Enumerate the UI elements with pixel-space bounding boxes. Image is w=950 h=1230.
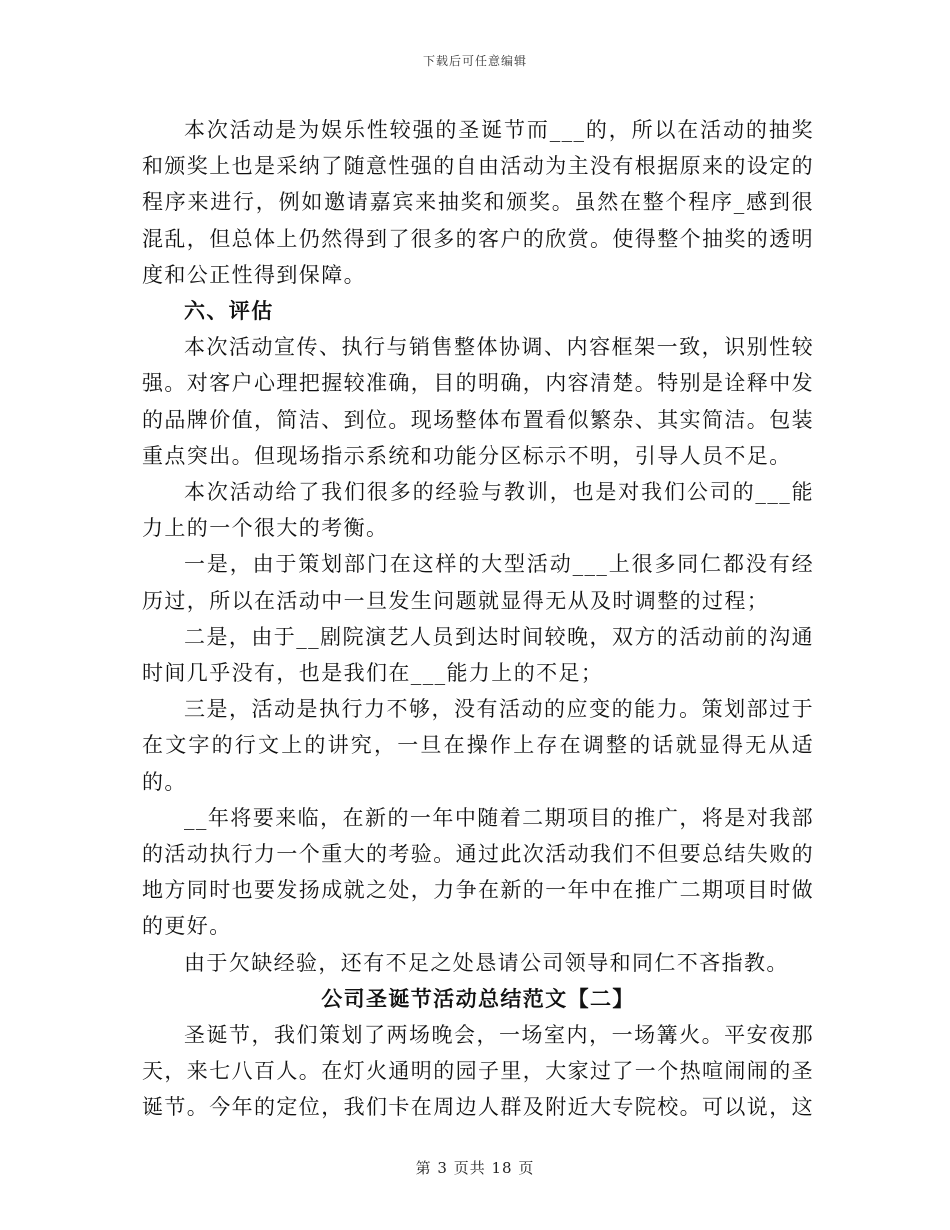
paragraph-point-two: 二是，由于__剧院演艺人员到达时间较晚，双方的活动前的沟通时间几乎没有，也是我们在___能力上的不足； [142,624,814,686]
paragraph-point-one: 一是，由于策划部门在这样的大型活动___上很多同仁都没有经历过，所以在活动中一旦发生问题就显得无从及时调整的过程； [142,552,814,613]
paragraph-evaluation: 本次活动宣传、执行与销售整体协调、内容框架一致，识别性较强。对客户心理把握较准确，目的明确，内容清楚。特别是诠释中发的品牌价值，简洁、到位。现场整体布置看似繁杂、其实简洁。包装重点突出。但现场指示系统和功能分区标示不明，引导人员不足。 [142,335,814,468]
paragraph-point-three: 三是，活动是执行力不够，没有活动的应变的能力。策划部过于在文字的行文上的讲究，一旦在操作上存在调整的话就显得无从适的。 [142,697,814,794]
page-footer: 第 3 页共 18 页 [415,1159,535,1177]
paragraph-lessons: 本次活动给了我们很多的经验与教训，也是对我们公司的___能力上的一个很大的考衡。 [142,480,814,541]
paragraph-christmas-party: 圣诞节，我们策划了两场晚会，一场室内，一场篝火。平安夜那天，来七八百人。在灯火通明的园子里，大家过了一个热喧闹闹的圣诞节。今年的定位，我们卡在周边人群及附近大专院校。可以说，这 [142,1023,814,1120]
document-heading-two: 公司圣诞节活动总结范文【二】 [321,985,635,1011]
paragraph-next-year: __年将要来临，在新的一年中随着二期项目的推广，将是对我部的活动执行力一个重大的考验。通过此次活动我们不但要总结失败的地方同时也要发扬成就之处，力争在新的一年中在推广二期项目时做的更好。 [142,805,814,939]
paragraph-lottery: 本次活动是为娱乐性较强的圣诞节而___的，所以在活动的抽奖和颁奖上也是采纳了随意性强的自由活动为主没有根据原来的设定的程序来进行，例如邀请嘉宾来抽奖和颁奖。虽然在整个程序_感到很混乱，但总体上仍然得到了很多的客户的欣赏。使得整个抽奖的透明度和公正性得到保障。 [142,118,814,287]
document-body [142,112,814,1126]
page-header: 下载后可任意编辑 [422,54,527,68]
section-title-evaluation: 六、评估 [184,298,274,324]
paragraph-closing: 由于欠缺经验，还有不足之处恳请公司领导和同仁不吝指教。 [184,950,789,975]
